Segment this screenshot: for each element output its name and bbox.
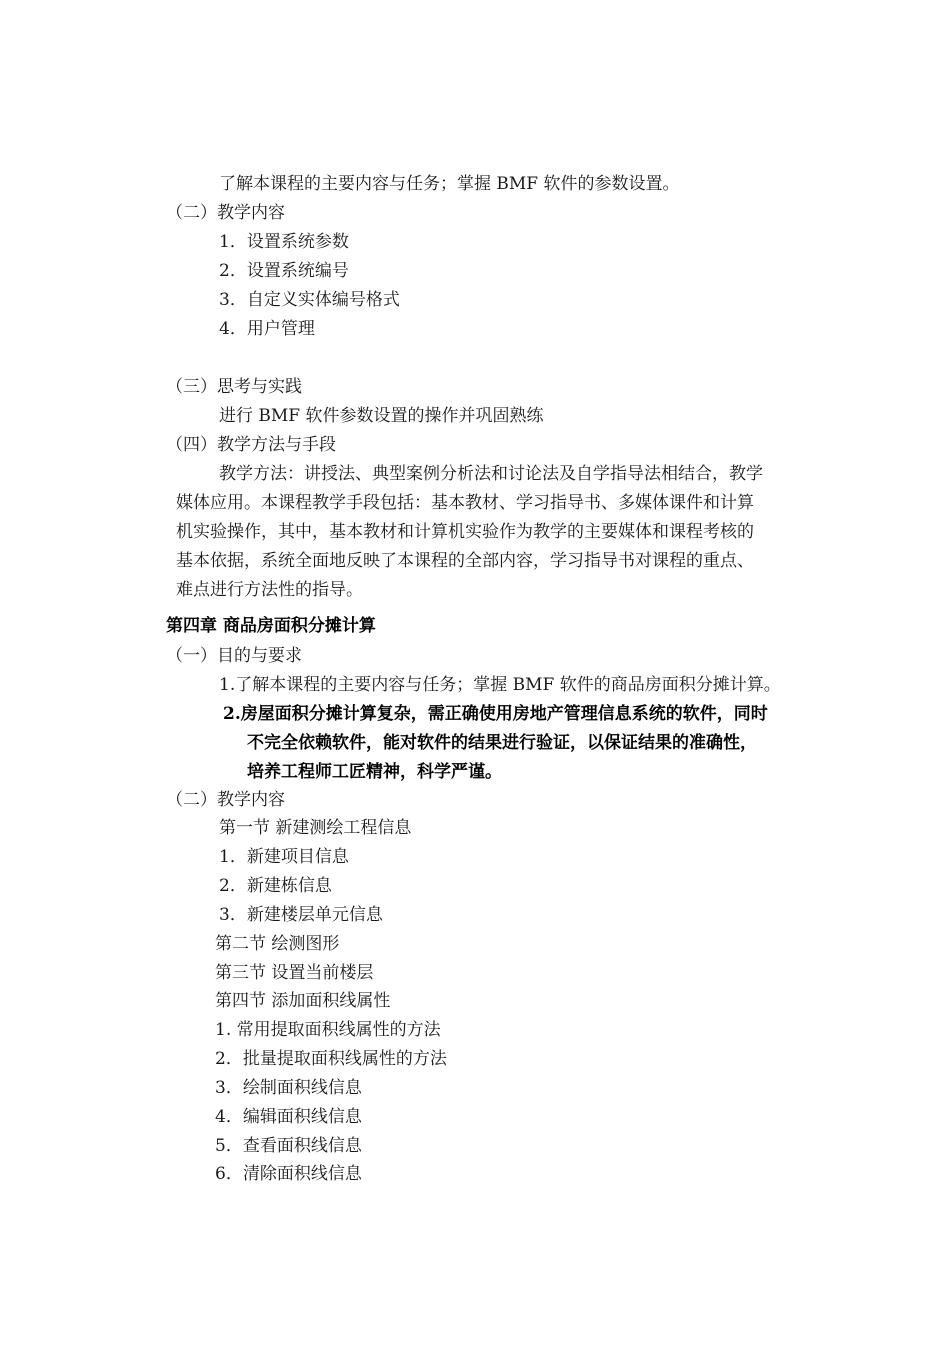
section-item: 2．新建栋信息 xyxy=(219,876,332,896)
content-heading: （二）教学内容 xyxy=(166,203,285,223)
methods-line: 基本依据，系统全面地反映了本课程的全部内容，学习指导书对课程的重点、 xyxy=(176,551,754,571)
objective-item-bold: 培养工程师工匠精神，科学严谨。 xyxy=(247,762,502,782)
chapter-title: 第四章 商品房面积分摊计算 xyxy=(166,616,376,636)
content-item: 2．设置系统编号 xyxy=(219,261,349,281)
section-item: 5．查看面积线信息 xyxy=(215,1136,362,1156)
section-item: 1．新建项目信息 xyxy=(219,847,349,867)
section-item: 3．绘制面积线信息 xyxy=(215,1078,362,1098)
methods-heading: （四）教学方法与手段 xyxy=(166,435,336,455)
section-item: 4．编辑面积线信息 xyxy=(215,1107,362,1127)
objective-line: 了解本课程的主要内容与任务；掌握 BMF 软件的参数设置。 xyxy=(219,174,680,194)
section-title: 第三节 设置当前楼层 xyxy=(215,963,374,983)
methods-line: 难点进行方法性的指导。 xyxy=(176,580,363,600)
practice-heading: （三）思考与实践 xyxy=(166,377,302,397)
section-item: 1. 常用提取面积线属性的方法 xyxy=(215,1020,441,1040)
practice-text: 进行 BMF 软件参数设置的操作并巩固熟练 xyxy=(219,406,544,426)
objectives-heading: （一）目的与要求 xyxy=(166,646,302,666)
content-heading: （二）教学内容 xyxy=(166,790,285,810)
objective-item: 1.了解本课程的主要内容与任务；掌握 BMF 软件的商品房面积分摊计算。 xyxy=(219,675,781,695)
content-item: 1．设置系统参数 xyxy=(219,232,349,252)
section-item: 3．新建楼层单元信息 xyxy=(219,905,383,925)
objective-item-bold: 2.房屋面积分摊计算复杂，需正确使用房地产管理信息系统的软件，同时 xyxy=(223,704,768,724)
section-item: 6．清除面积线信息 xyxy=(215,1164,362,1184)
section-title: 第四节 添加面积线属性 xyxy=(215,991,391,1011)
section-item: 2．批量提取面积线属性的方法 xyxy=(215,1049,447,1069)
methods-line: 教学方法：讲授法、典型案例分析法和讨论法及自学指导法相结合，教学 xyxy=(219,464,763,484)
content-item: 3．自定义实体编号格式 xyxy=(219,290,400,310)
content-item: 4．用户管理 xyxy=(219,319,315,339)
methods-line: 媒体应用。本课程教学手段包括：基本教材、学习指导书、多媒体课件和计算 xyxy=(176,493,754,513)
objective-item-bold: 不完全依赖软件，能对软件的结果进行验证，以保证结果的准确性， xyxy=(247,733,757,753)
methods-line: 机实验操作，其中，基本教材和计算机实验作为教学的主要媒体和课程考核的 xyxy=(176,522,754,542)
section-title: 第二节 绘测图形 xyxy=(215,934,340,954)
section-title: 第一节 新建测绘工程信息 xyxy=(219,818,412,838)
